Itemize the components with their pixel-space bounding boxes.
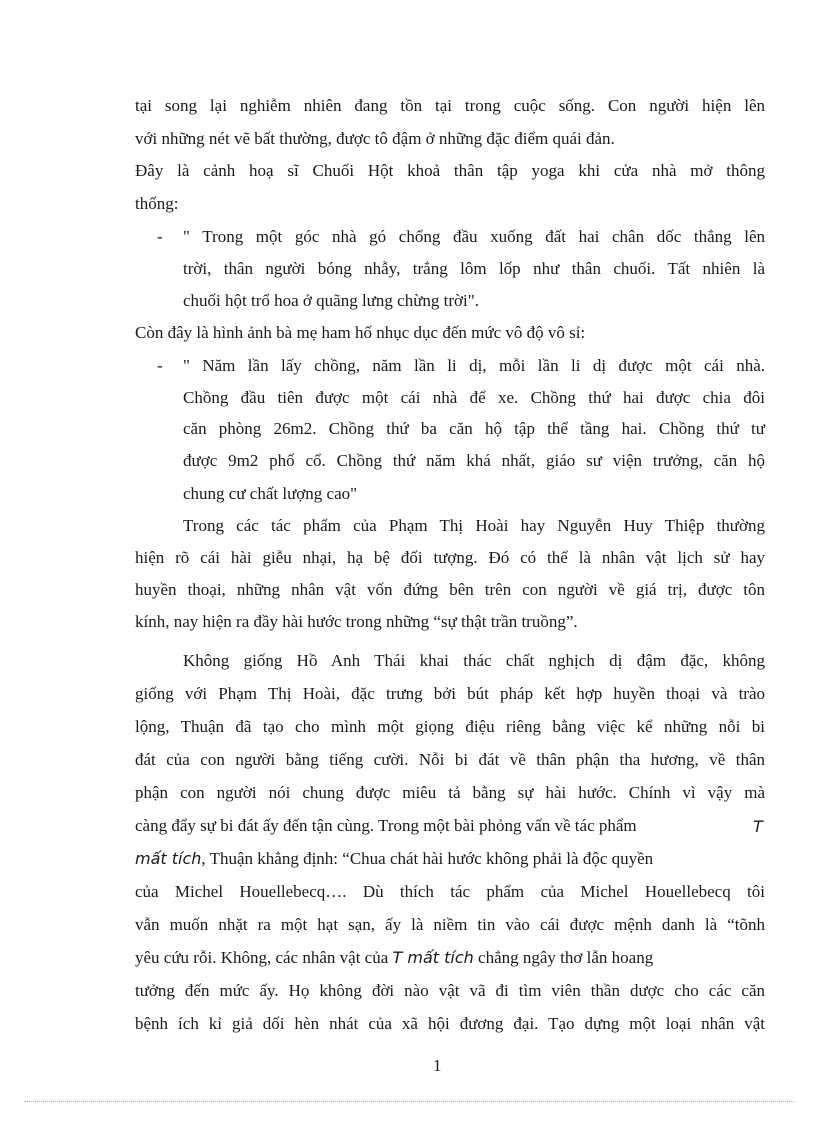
line-text: yêu cứu rỗi. Không, các nhân vật của bbox=[135, 948, 389, 967]
paragraph-line: của Michel Houellebecq…. Dù thích tác phẩm của Michel Houellebecq tôi bbox=[135, 882, 765, 901]
paragraph-line: giống với Phạm Thị Hoài, đặc trưng bởi bút pháp kết hợp huyền thoại và trào bbox=[135, 684, 765, 703]
paragraph-line: Trong các tác phẩm của Phạm Thị Hoài hay Nguyễn Huy Thiệp thường bbox=[183, 516, 765, 535]
paragraph-line: kính, nay hiện ra đầy hài hước trong những “sự thật trần truồng”. bbox=[135, 612, 578, 631]
quote-line: " Trong một góc nhà gó chổng đầu xuống đất hai chân dốc thẳng lên bbox=[183, 227, 765, 246]
paragraph-line: thống: bbox=[135, 194, 179, 213]
paragraph-line: phận con người nói chung được miêu tả bằng sự hài hước. Chính vì vậy mà bbox=[135, 783, 765, 802]
paragraph-line: tại song lại nghiễm nhiên đang tồn tại trong cuộc sống. Con người hiện lên bbox=[135, 96, 765, 115]
quote-line: được 9m2 phố cổ. Chồng thứ năm khá nhất, giáo sư viện trưởng, căn hộ bbox=[183, 451, 765, 470]
paragraph-line: tưởng đến mức ấy. Họ không đời nào vật vã đi tìm viên thần dược cho các căn bbox=[135, 981, 765, 1000]
quote-line: trời, thân người bóng nhẫy, trắng lôm lốp như thân chuối. Tất nhiên là bbox=[183, 259, 765, 278]
quote-line: chuối hột trổ hoa ở quãng lưng chừng trời". bbox=[183, 291, 479, 310]
line-text: càng đẩy sự bi đát ấy đến tận cùng. Trong một bài phỏng vấn về tác phẩm bbox=[135, 816, 637, 835]
paragraph-line: vẫn muốn nhặt ra một hạt sạn, ấy là niềm tin vào cái được mệnh danh là “tõnh bbox=[135, 915, 765, 934]
paragraph-line: huyền thoại, những nhân vật vốn đứng bên trên con người về giá trị, được tôn bbox=[135, 580, 765, 599]
paragraph-line bbox=[135, 947, 653, 969]
paragraph-line: hiện rõ cái hài giễu nhại, hạ bệ đối tượng. Đó có thể là nhân vật lịch sử hay bbox=[135, 548, 765, 567]
page-number: 1 bbox=[433, 1056, 442, 1075]
line-text: chẳng ngây thơ lẫn hoang bbox=[478, 948, 654, 967]
paragraph-line: Không giống Hồ Anh Thái khai thác chất nghịch dị đậm đặc, không bbox=[183, 651, 765, 670]
quote-line: " Năm lần lấy chồng, năm lần li dị, mỗi lần li dị được một cái nhà. bbox=[183, 356, 765, 375]
paragraph-line: với những nét vẽ bất thường, được tô đậm ở những đặc điểm quái đản. bbox=[135, 129, 615, 148]
line-text: , Thuận khẳng định: “Chua chát hài hước không phải là độc quyền bbox=[201, 849, 654, 868]
paragraph-line: lộng, Thuận đã tạo cho mình một giọng điệu riêng bằng việc kể những nỗi bi bbox=[135, 717, 765, 736]
paragraph-line: Đây là cảnh hoạ sĩ Chuối Hột khoả thân tập yoga khi cửa nhà mở thông bbox=[135, 161, 765, 180]
bullet-marker: - bbox=[157, 356, 163, 375]
quote-line: căn phòng 26m2. Chồng thứ ba căn hộ tập thể tầng hai. Chồng thứ tư bbox=[183, 419, 765, 438]
paragraph-line bbox=[135, 815, 637, 837]
quote-line: Chồng đầu tiên được một cái nhà để xe. Chồng thứ hai được chia đôi bbox=[183, 388, 765, 407]
book-title-inline: T mất tích bbox=[392, 948, 474, 967]
paragraph-line: bệnh ích kỉ giả dối hèn nhát của xã hội đương đại. Tạo dựng một loại nhân vật bbox=[135, 1014, 765, 1033]
paragraph-line bbox=[135, 848, 653, 870]
book-title-inline: T bbox=[753, 817, 763, 836]
paragraph-line: đát của con người bằng tiếng cười. Nỗi bi đát về thân phận tha hương, về thân bbox=[135, 750, 765, 769]
bullet-marker: - bbox=[157, 227, 163, 246]
paragraph-line: Còn đây là hình ảnh bà mẹ ham hố nhục dục đến mức vô độ vô sỉ: bbox=[135, 323, 586, 342]
footer-divider bbox=[24, 1101, 794, 1102]
quote-line: chung cư chất lượng cao" bbox=[183, 484, 358, 503]
book-title-inline: mất tích bbox=[135, 849, 202, 868]
